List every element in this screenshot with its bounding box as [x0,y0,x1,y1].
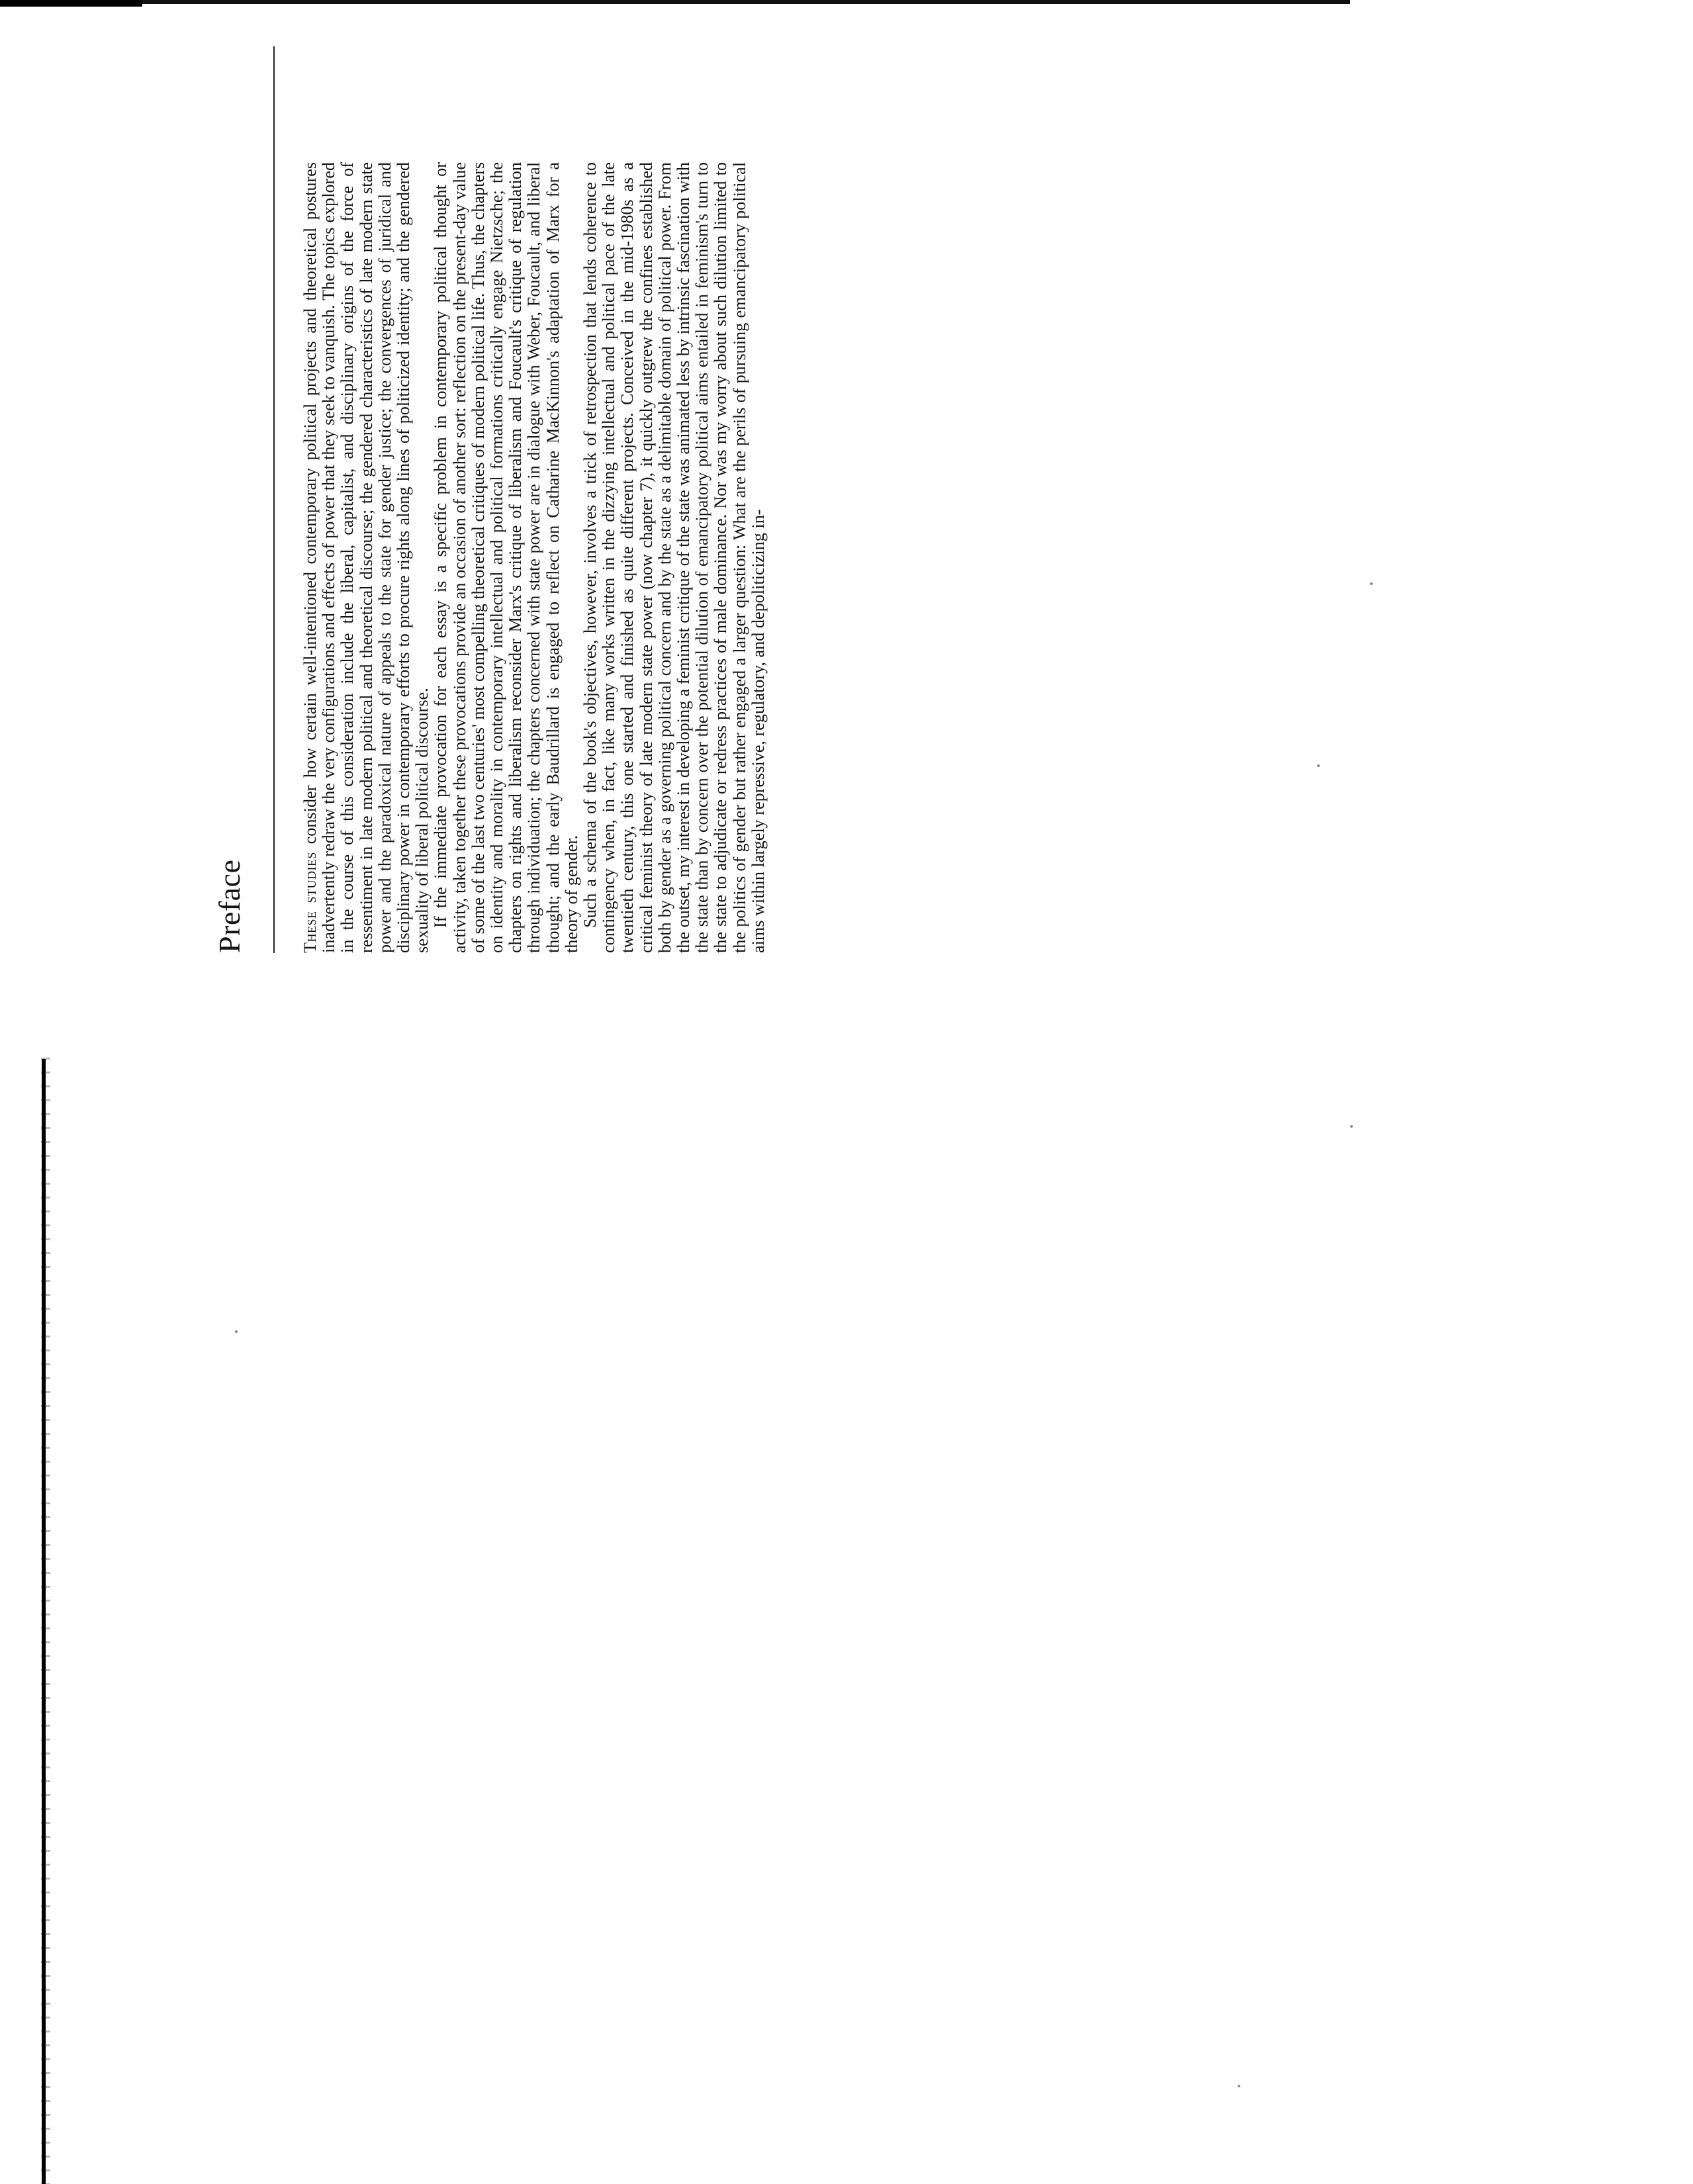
title-rule [273,834,275,953]
paragraph-text: If the immediate provocation for each essay is a specific problem in contemporary political thought or activity, taken together these provocations provide an occasion of another sort: reflection on the present-day value of some of the last two centuries' most compelling theoretical critiques of modern political life. Thus, the chapters on identity and morality in contemporary intellectual and political formations critically engage Nietzsche; the chapters on rights and liberalism reconsider Marx's critique of liberalism and Foucault's critique of regulation through individuation; the chapters concerned with state power are in dialogue with Weber, Foucault, and liberal thought; and the early Baudrillard is engaged to reflect on Catharine MacKinnon's adaptation of Marx for a theory of gender. [431,162,581,953]
scan-edge-top-thick [0,0,142,7]
scan-speck [1370,582,1373,585]
page-content [185,0,1019,953]
gutter-scan-artifacts [41,1046,50,2184]
paragraph-3 [581,162,768,953]
paragraph-1 [301,162,432,953]
scan-speck [1350,1125,1353,1128]
scan-speck [1317,764,1320,767]
page-title: Preface [212,859,246,953]
rotated-book-page [185,0,1019,953]
scan-speck [235,1330,238,1333]
paragraph-text: Such a schema of the book's objectives, however, involves a trick of retrospection that lends coherence to contingency when, in fact, like many works written in the dizzying intellectual and political pace of the late twentieth century, this one started and finished as quite different projects. Conceived in the mid-1980s as a critical feminist theory of late modern state power (now chapter 7), it quickly outgrew the confines established both by gender as a governing political concern and by the state as a delimitable domain of political power. From the outset, my interest in developing a feminist critique of the state was animated less by intrinsic fascination with the state than by concern over the potential dilution of emancipatory political aims entailed in feminism's turn to the state to adjudicate or redress practices of male dominance. Nor was my worry about such dilution limited to the politics of gender but rather engaged a larger question: What are the perils of pursuing emancipatory political aims within largely repressive, regulatory, and depoliticizing in- [580,162,768,953]
paragraph-text: consider how certain well-intentioned contemporary political projects and theoretical postures inadvertently redraw the very configurations and effects of power that they seek to vanquish. The topics explored in the course of this consideration include the liberal, capitalist, and disciplinary origins of the force of ressentiment in late modern political and theoretical discourse; the gendered characteristics of late modern state power and the paradoxical nature of appeals to the state for gender justice; the convergences of juridical and disciplinary power in contemporary efforts to procure rights along lines of politicized identity; and the gendered sexuality of liberal political discourse. [300,162,432,953]
header-rule [273,46,275,834]
paragraph-2 [432,162,581,953]
paragraph-lead: These studies [300,851,320,953]
scan-speck [1238,2085,1240,2087]
body-text [301,162,768,953]
